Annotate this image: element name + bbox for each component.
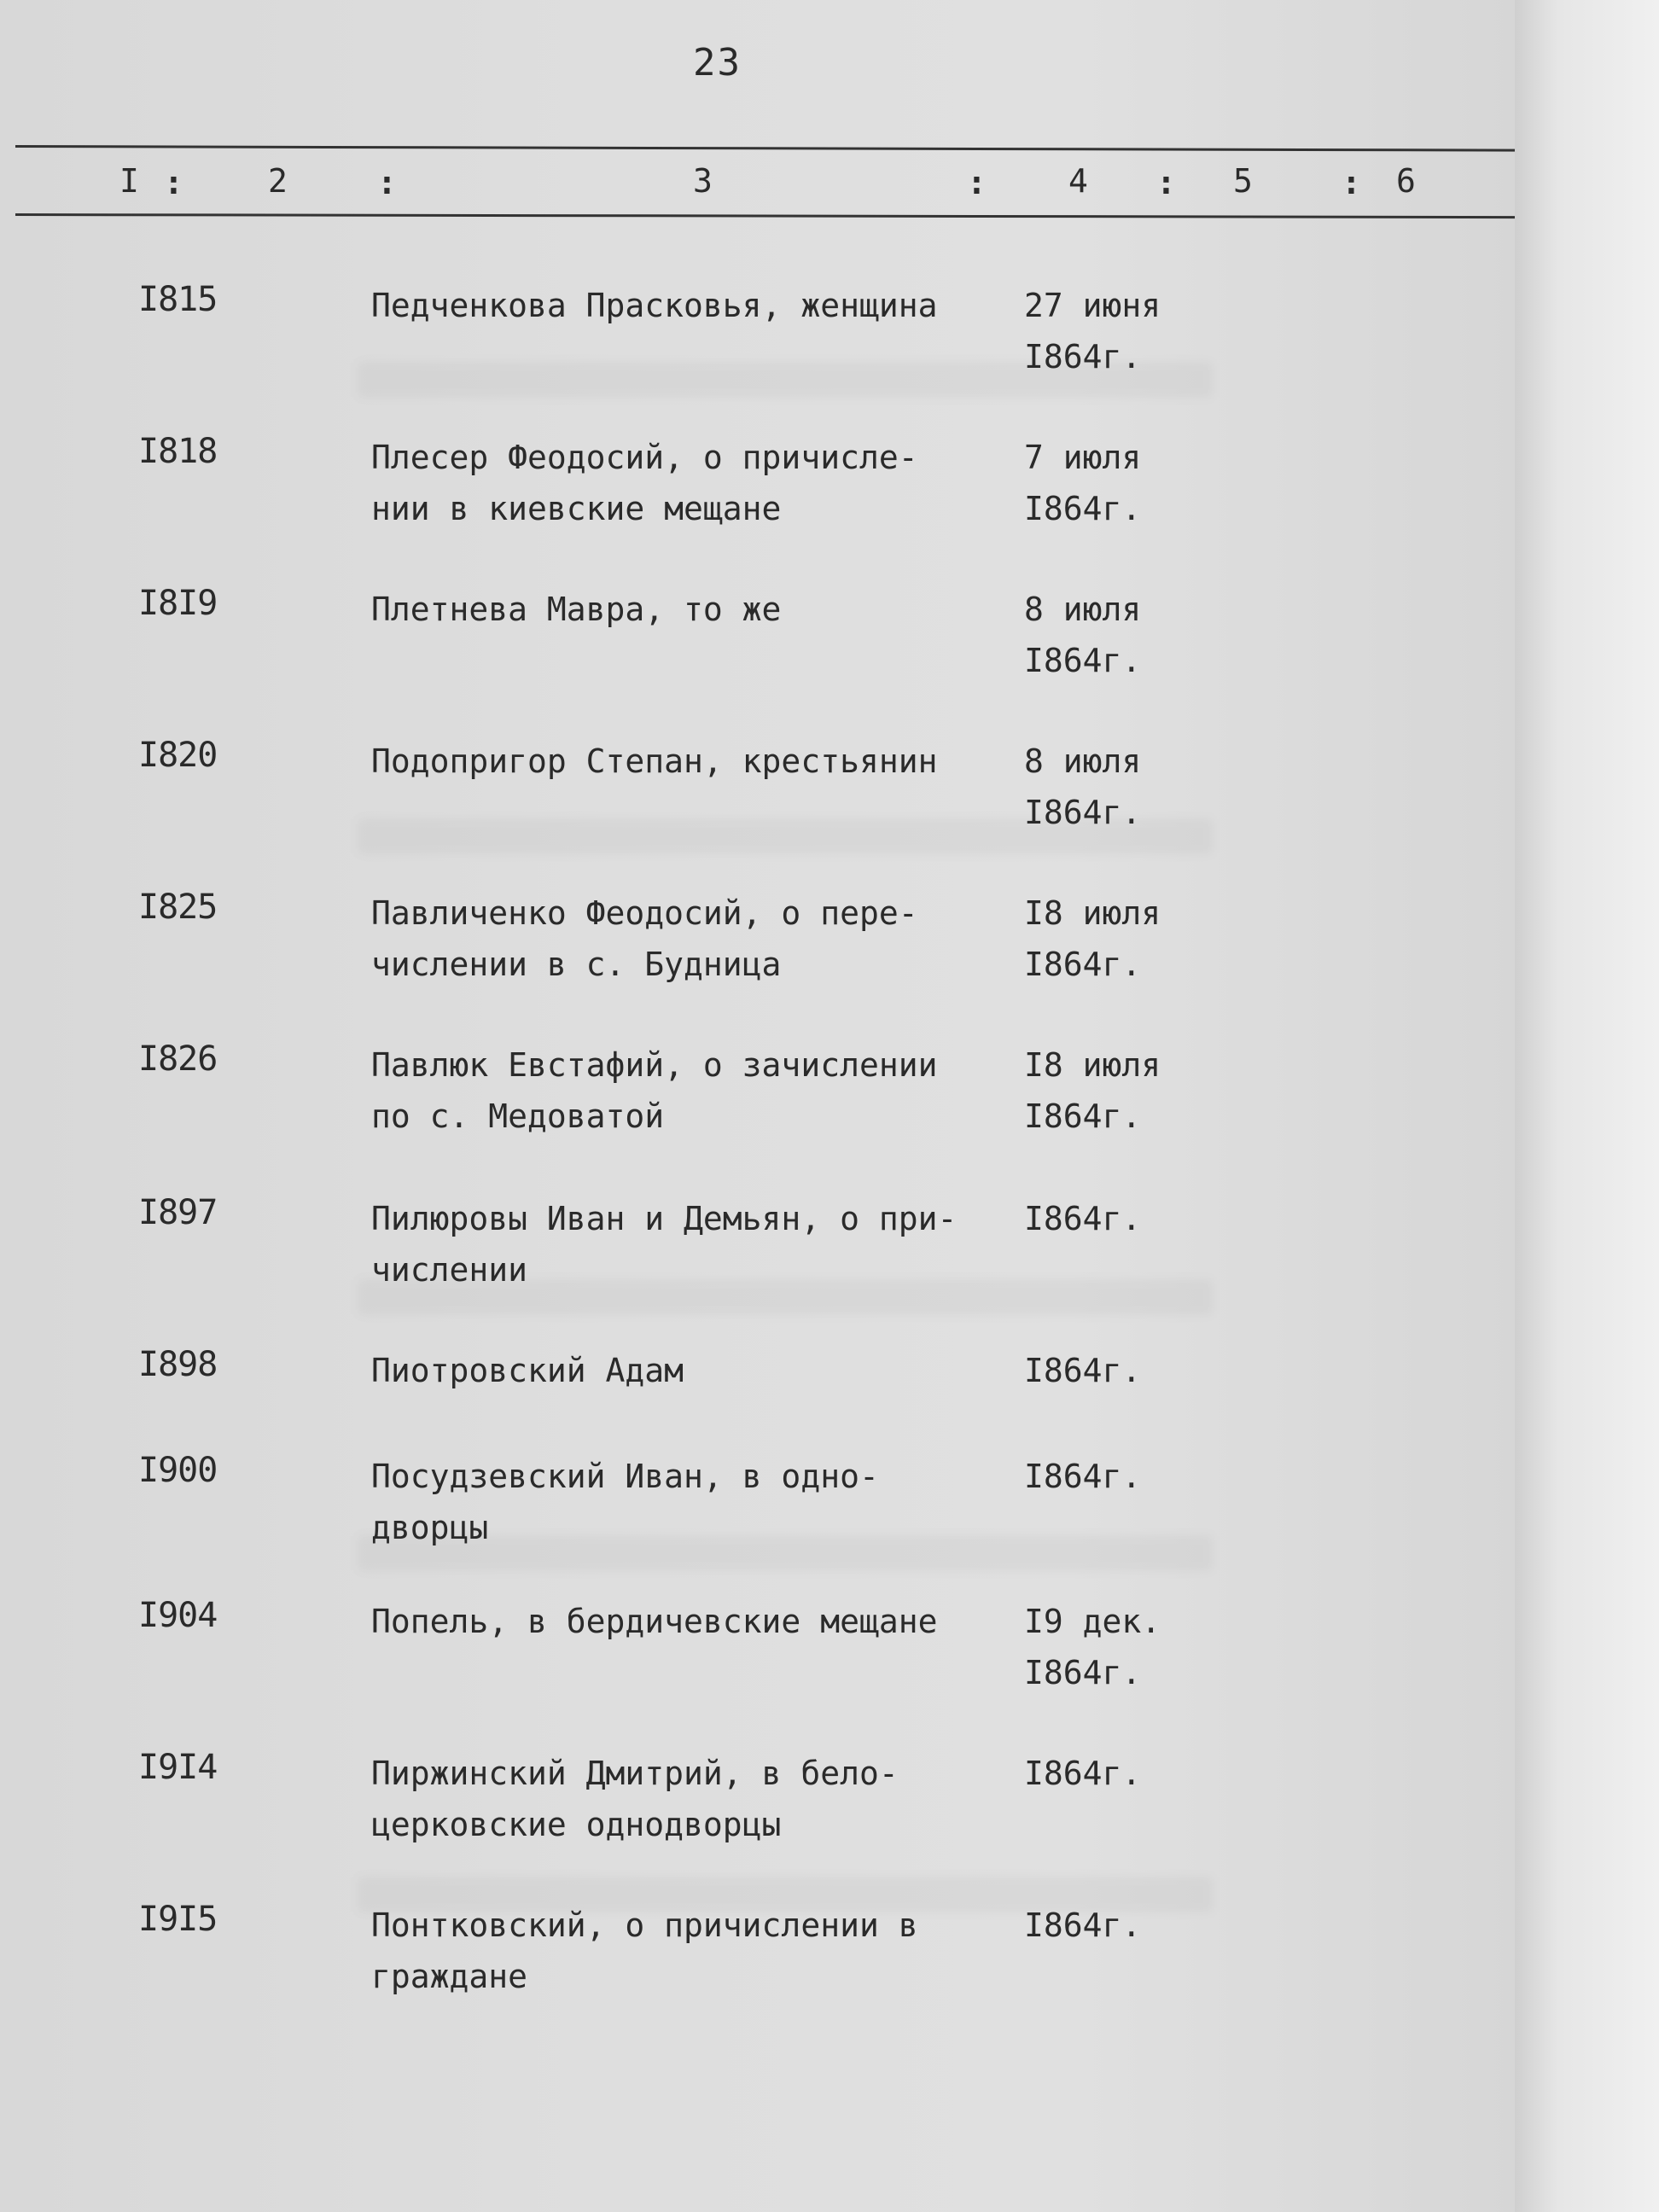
- table-row: [0, 888, 1280, 1016]
- record-number: I897: [138, 1193, 218, 1232]
- record-date: I864г.: [1024, 1906, 1142, 1944]
- record-description: Посудзевский Иван, в одно- дворцы: [371, 1458, 879, 1546]
- record-number: I9I4: [138, 1748, 218, 1787]
- record-date: I864г.: [1024, 1458, 1142, 1495]
- record-description: Подопригор Степан, крестьянин: [371, 742, 938, 780]
- record-date: I864г.: [1024, 1755, 1142, 1792]
- record-number: I8I9: [138, 584, 218, 623]
- record-date: 7 июля I864г.: [1024, 439, 1142, 527]
- table-row: [0, 584, 1280, 712]
- record-description: Плетнева Мавра, то же: [371, 591, 782, 628]
- column-header-6: 6: [1396, 162, 1416, 200]
- column-header-3: 3: [693, 162, 713, 200]
- record-description: Павлюк Евстафий, о зачислении по с. Медоватой: [371, 1046, 938, 1135]
- column-separator: :: [967, 164, 987, 201]
- record-date: 8 июля I864г.: [1024, 591, 1142, 679]
- column-separator: :: [377, 164, 397, 201]
- record-description: Пиржинский Дмитрий, в бело- церковские однодворцы: [371, 1755, 899, 1843]
- record-description: Пиотровский Адам: [371, 1352, 684, 1389]
- column-header-4: 4: [1068, 162, 1088, 200]
- record-description: Понтковский, о причислении в граждане: [371, 1906, 918, 1995]
- record-description: Педченкова Прасковья, женщина: [371, 287, 938, 324]
- table-row: [0, 280, 1280, 408]
- record-number: I900: [138, 1451, 218, 1490]
- table-row: [0, 432, 1280, 560]
- table-row: [0, 1451, 1280, 1579]
- record-number: I820: [138, 736, 218, 775]
- record-number: I9I5: [138, 1900, 218, 1939]
- header-top-rule: [15, 145, 1526, 152]
- column-separator: :: [1342, 164, 1361, 201]
- record-description: Попель, в бердичевские мещане: [371, 1603, 938, 1640]
- record-description: Павличенко Феодосий, о пере- числении в с. Будница: [371, 894, 918, 983]
- record-date: I8 июля I864г.: [1024, 1046, 1161, 1135]
- record-description: Плесер Феодосий, о причисле- нии в киевские мещане: [371, 439, 918, 527]
- record-number: I826: [138, 1039, 218, 1079]
- record-description: Пилюровы Иван и Демьян, о при- числении: [371, 1200, 958, 1289]
- record-number: I818: [138, 432, 218, 471]
- record-date: I864г.: [1024, 1200, 1142, 1237]
- table-row: [0, 1748, 1280, 1876]
- record-date: I9 дек. I864г.: [1024, 1603, 1161, 1691]
- table-row: [0, 736, 1280, 864]
- column-header-2: 2: [268, 162, 288, 200]
- record-number: I825: [138, 888, 218, 927]
- column-separator: :: [1156, 164, 1176, 201]
- page-number: 23: [693, 41, 742, 84]
- table-row: [0, 1900, 1280, 2028]
- record-date: 8 июля I864г.: [1024, 742, 1142, 831]
- record-date: 27 июня I864г.: [1024, 287, 1161, 375]
- table-row: [0, 1193, 1280, 1321]
- table-row: [0, 1596, 1280, 1724]
- record-number: I904: [138, 1596, 218, 1635]
- record-date: I864г.: [1024, 1352, 1142, 1389]
- background-sheet-edge: [1515, 0, 1659, 2212]
- record-number: I898: [138, 1345, 218, 1384]
- record-date: I8 июля I864г.: [1024, 894, 1161, 983]
- column-header-1: I: [119, 162, 139, 200]
- table-row: [0, 1039, 1280, 1167]
- record-number: I815: [138, 280, 218, 319]
- header-bottom-rule: [15, 213, 1526, 218]
- column-separator: :: [164, 164, 183, 201]
- column-header-5: 5: [1233, 162, 1253, 200]
